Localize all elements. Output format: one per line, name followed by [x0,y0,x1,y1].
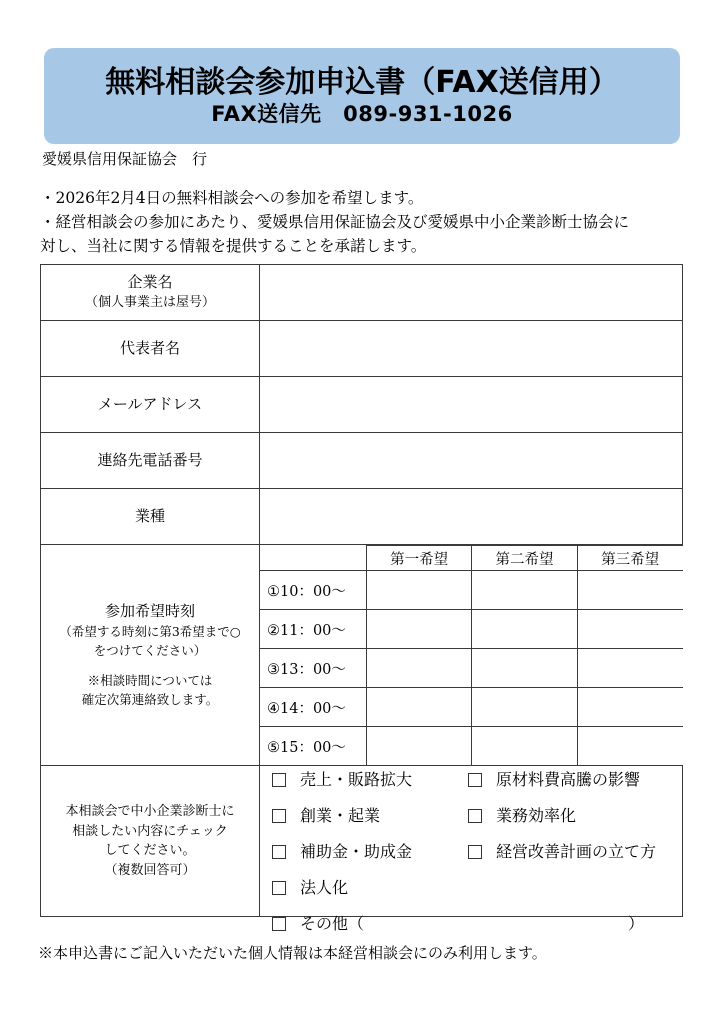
checkbox-icon[interactable] [272,773,286,787]
time-slot-label-4: ④14：00～ [260,688,367,727]
intro-line-1: ・2026年2月4日の無料相談会への参加を希望します。 [40,189,424,207]
time-slot-3-pref-1[interactable] [367,649,472,688]
page-title: 無料相談会参加申込書（FAX送信用） [105,64,619,100]
table-row-preferred-time [41,545,683,766]
table-row [41,321,683,377]
time-slot-row [260,649,683,688]
preferred-time-note-2: をつけてください） [93,642,207,658]
time-slot-5-pref-1[interactable] [367,727,472,766]
checkbox-label: 経営改善計画の立て方 [496,842,657,861]
checkbox-icon[interactable] [272,809,286,823]
checkbox-label: 法人化 [300,878,349,897]
time-slot-1-pref-1[interactable] [367,571,472,610]
label-main-text: 業種 [134,506,165,525]
preferred-time-grid-wrapper [260,545,683,765]
time-slot-label-2: ②11：00～ [260,610,367,649]
time-slot-label-5: ⑤15：00～ [260,727,367,766]
table-row [41,489,683,545]
checkbox-icon[interactable] [468,845,482,859]
checkbox-label: 業務効率化 [496,806,577,825]
checkbox-grid [260,766,682,933]
consult-label-line-1: 本相談会で中小企業診断士に [65,804,235,819]
time-slot-row [260,610,683,649]
label-sub-text: （個人事業主は屋号） [84,294,215,310]
time-slot-2-pref-1[interactable] [367,610,472,649]
table-row [41,377,683,433]
checkbox-option-incorporation[interactable] [272,880,348,896]
checkbox-option-startup[interactable] [272,808,380,824]
preferred-time-table [260,545,683,765]
table-row [41,265,683,321]
checkbox-label: 原材料費高騰の影響 [496,770,641,789]
privacy-footer-note: ※本申込書にご記入いただいた個人情報は本経営相談会にのみ利用します。 [38,944,547,962]
checkbox-icon[interactable] [468,809,482,823]
time-slot-3-pref-3[interactable] [577,649,682,688]
label-main-text: 代表者名 [119,338,180,357]
field-label-email [41,377,260,433]
time-slot-row [260,688,683,727]
time-slot-5-pref-3[interactable] [577,727,682,766]
time-slot-label-3: ③13：00～ [260,649,367,688]
consult-topics-checkbox-area [260,766,683,933]
fax-number-line: FAX送信先 089-931-1026 [211,102,513,127]
intro-text [40,186,688,258]
time-slot-3-pref-2[interactable] [472,649,577,688]
header-banner [44,48,680,144]
field-input-phone[interactable] [260,433,683,489]
preferred-time-grid-container [260,545,683,766]
preferred-time-title: 参加希望時刻 [104,602,195,621]
label-main-text: 連絡先電話番号 [97,450,203,469]
time-slot-1-pref-3[interactable] [577,571,682,610]
field-label-preferred-time [41,545,260,766]
time-slot-5-pref-2[interactable] [472,727,577,766]
checkbox-option-subsidy[interactable] [272,844,412,860]
preferred-time-note-3: ※相談時間については [87,673,213,689]
checkbox-label: その他（ [300,914,365,933]
checkbox-icon[interactable] [272,845,286,859]
time-slot-row [260,727,683,766]
consult-label-line-2: 相談したい内容にチェック [72,823,228,839]
time-slot-row [260,571,683,610]
table-row [41,433,683,489]
checkbox-option-efficiency[interactable] [468,808,576,824]
checkbox-label: 創業・起業 [300,806,381,825]
consult-label-line-4: （複数回答可） [104,862,196,878]
time-slot-2-pref-2[interactable] [472,610,577,649]
preference-header-first: 第一希望 [367,546,472,571]
intro-line-3: 対し、当社に関する情報を提供することを承諾します。 [40,237,427,256]
spacer [41,660,259,672]
field-label-consult-topics [41,766,260,917]
checkbox-option-material-cost[interactable] [468,772,640,788]
field-input-industry[interactable] [260,489,683,545]
preferred-time-note-4: 確定次第連絡致します。 [81,692,219,707]
field-label-company-name [41,265,260,321]
header-blank-cell [260,546,367,571]
preference-header-third: 第三希望 [577,546,682,571]
time-slot-4-pref-1[interactable] [367,688,472,727]
time-slot-2-pref-3[interactable] [577,610,682,649]
field-input-company-name[interactable] [260,265,683,321]
field-input-representative-name[interactable] [260,321,683,377]
checkbox-label: 売上・販路拡大 [300,770,413,789]
checkbox-option-other[interactable] [272,916,364,932]
label-main-text: メールアドレス [97,394,203,413]
addressee-line: 愛媛県信用保証協会 行 [42,150,208,168]
other-close-paren: ） [628,914,645,933]
checkbox-option-improvement-plan[interactable] [468,844,656,860]
field-label-phone [41,433,260,489]
consult-label-line-3: してください。 [104,843,196,858]
table-row-consult-topics [41,766,683,917]
time-slot-label-1: ①10：00～ [260,571,367,610]
checkbox-option-sales-expansion[interactable] [272,772,412,788]
label-main-text: 企業名 [127,273,173,292]
field-input-email[interactable] [260,377,683,433]
time-slot-1-pref-2[interactable] [472,571,577,610]
preferred-time-note-1: （希望する時刻に第3希望まで○ [59,623,241,639]
checkbox-icon[interactable] [272,917,286,931]
checkbox-label: 補助金・助成金 [300,842,413,861]
field-label-industry [41,489,260,545]
checkbox-icon[interactable] [468,773,482,787]
time-slot-4-pref-2[interactable] [472,688,577,727]
preference-header-row [260,546,683,571]
preference-header-second: 第二希望 [472,546,577,571]
field-label-representative-name [41,321,260,377]
time-slot-4-pref-3[interactable] [577,688,682,727]
intro-line-2: ・経営相談会の参加にあたり、愛媛県信用保証協会及び愛媛県中小企業診断士協会に [40,213,630,232]
application-form-table [40,264,683,933]
checkbox-icon[interactable] [272,881,286,895]
